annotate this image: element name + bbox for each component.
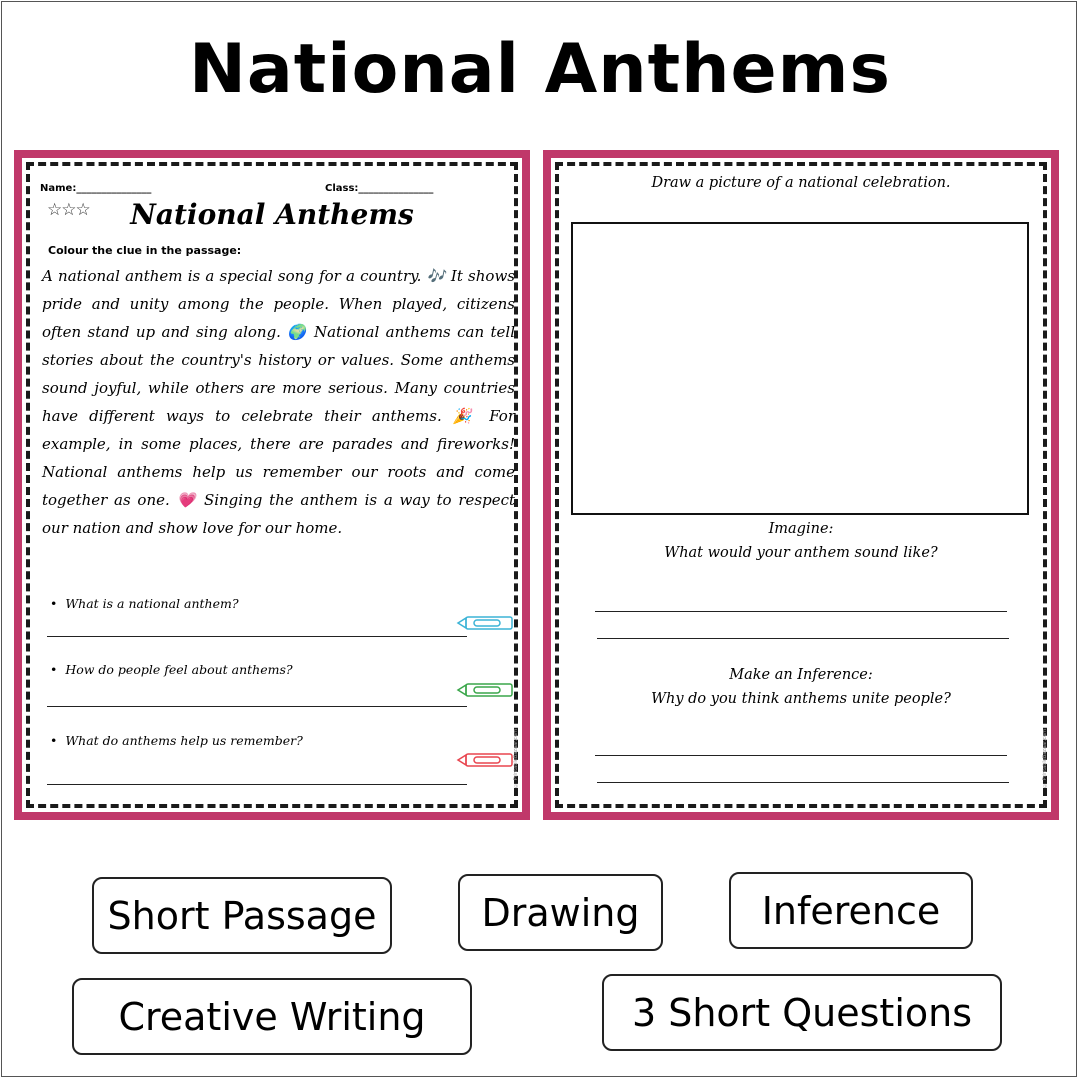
writing-line[interactable] [597, 782, 1009, 783]
question-3: • What do anthems help us remember? [50, 733, 303, 748]
crayon-icon [456, 682, 516, 698]
tag-drawing: Drawing [458, 874, 663, 951]
question-1: • What is a national anthem? [50, 596, 239, 611]
page-title: National Anthems [188, 30, 891, 109]
tag-short-passage: Short Passage [92, 877, 392, 954]
answer-line[interactable] [47, 636, 467, 637]
drawing-box[interactable] [571, 222, 1029, 515]
answer-line[interactable] [47, 784, 467, 785]
question-2-text: How do people feel about anthems? [65, 662, 293, 677]
inference-heading: Make an Inference: [729, 667, 873, 683]
writing-line[interactable] [597, 638, 1009, 639]
drawing-prompt: Draw a picture of a national celebration. [651, 175, 951, 191]
worksheet-page-right [543, 150, 1059, 820]
reading-passage: A national anthem is a special song for a country. 🎶 It shows pride and unity among the people. When played, citizens often stand up and sing along. 🌍 National anthems can tell stories about the country's history or values. Some anthems sound joyful, while others are more serious. Many countries have different ways to celebrate their anthems. 🎉 For example, in some places, there are parades and fireworks! National anthems help us remember our roots and come together as one. 💗 Singing the anthem is a way to respect our nation and show love for our home. [42, 267, 515, 537]
question-2: • How do people feel about anthems? [50, 662, 293, 677]
writing-line[interactable] [595, 755, 1007, 756]
tag-creative-writing: Creative Writing [72, 978, 472, 1055]
tag-inference: Inference [729, 872, 973, 949]
worksheet-page-left [14, 150, 530, 820]
instruction-text: Colour the clue in the passage: [48, 244, 242, 257]
worksheet-page-right-inner [551, 158, 1051, 812]
worksheet-page-left-inner [22, 158, 522, 812]
question-3-text: What do anthems help us remember? [65, 733, 303, 748]
answer-line[interactable] [47, 706, 467, 707]
crayon-icon [456, 615, 516, 631]
imagine-question: What would your anthem sound like? [664, 545, 938, 561]
inference-question: Why do you think anthems unite people? [651, 691, 951, 707]
imagine-heading: Imagine: [768, 521, 834, 537]
worksheet-title: National Anthems [130, 198, 414, 231]
writing-line[interactable] [595, 611, 1007, 612]
watermark: © PrintableBazaar.com [1042, 729, 1048, 788]
name-field-label: Name:_______________ [40, 183, 152, 194]
crayon-icon [456, 752, 516, 768]
watermark: © PrintableBazaar.com [513, 729, 519, 788]
class-field-label: Class:_______________ [325, 183, 434, 194]
tag-short-questions: 3 Short Questions [602, 974, 1002, 1051]
rating-stars: ☆☆☆ [47, 200, 90, 220]
question-1-text: What is a national anthem? [65, 596, 239, 611]
